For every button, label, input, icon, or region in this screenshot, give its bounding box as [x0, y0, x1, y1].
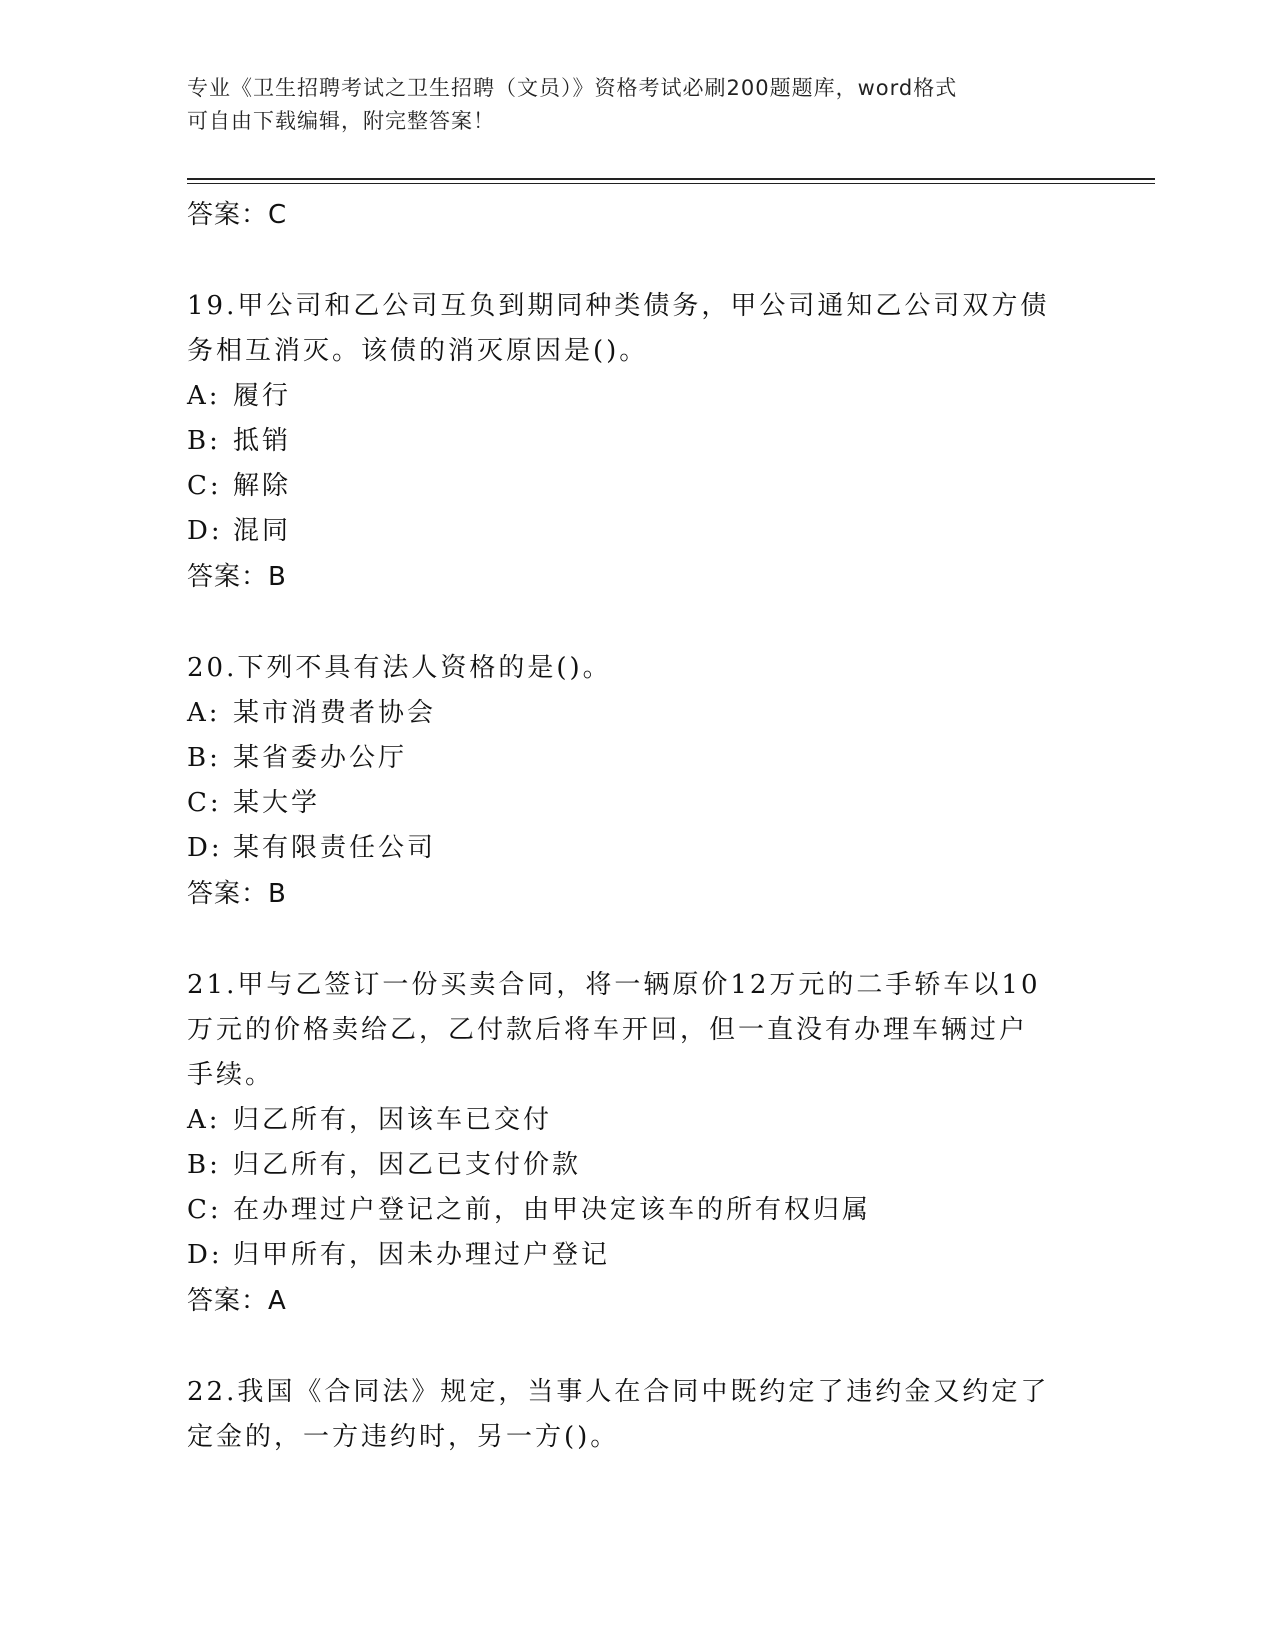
option-b	[187, 419, 1087, 464]
option-key: B:	[187, 743, 221, 773]
option-text: 抵销	[233, 426, 292, 456]
answer-line: 答案：B	[187, 562, 287, 592]
document-body	[187, 186, 1087, 1460]
header-line-1: 专业《卫生招聘考试之卫生招聘（文员）》资格考试必刷200题题库，word格式	[187, 76, 958, 100]
option-text: 在办理过户登记之前，由甲决定该车的所有权归属	[233, 1195, 872, 1225]
option-d	[187, 826, 1087, 871]
option-key: D:	[187, 1240, 223, 1270]
option-key: B:	[187, 1150, 221, 1180]
option-text: 解除	[233, 471, 292, 501]
option-text: 某大学	[233, 788, 321, 818]
answer-line: 答案：A	[187, 1286, 287, 1316]
option-b	[187, 736, 1087, 781]
option-d	[187, 1233, 1087, 1278]
option-text: 归乙所有，因乙已支付价款	[233, 1150, 582, 1180]
option-key: D:	[187, 516, 223, 546]
option-c	[187, 781, 1087, 826]
question-stem: 22.我国《合同法》规定，当事人在合同中既约定了违约金又约定了定金的，一方违约时，另一方()。	[187, 1377, 1050, 1452]
question-stem: 21.甲与乙签订一份买卖合同，将一辆原价12万元的二手轿车以10万元的价格卖给乙，乙付款后将车开回，但一直没有办理车辆过户手续。	[187, 970, 1041, 1090]
option-text: 归甲所有，因未办理过户登记	[233, 1240, 611, 1270]
option-key: C:	[187, 788, 222, 818]
option-key: A:	[187, 1105, 221, 1135]
option-a	[187, 1098, 1087, 1143]
question-21	[187, 963, 1087, 1324]
question-19	[187, 284, 1087, 600]
option-key: A:	[187, 698, 221, 728]
previous-answer: 答案：C	[187, 200, 288, 230]
option-d	[187, 509, 1087, 554]
option-text: 混同	[233, 516, 292, 546]
option-a	[187, 691, 1087, 736]
option-a	[187, 374, 1087, 419]
option-key: B:	[187, 426, 221, 456]
answer-line: 答案：B	[187, 879, 287, 909]
option-text: 某省委办公厅	[233, 743, 408, 773]
option-key: C:	[187, 471, 222, 501]
option-text: 某有限责任公司	[233, 833, 437, 863]
question-22	[187, 1370, 1087, 1460]
option-text: 归乙所有，因该车已交付	[233, 1105, 553, 1135]
question-stem: 20.下列不具有法人资格的是()。	[187, 653, 612, 683]
question-20	[187, 646, 1087, 917]
header-line-2: 可自由下载编辑，附完整答案！	[187, 109, 495, 133]
option-key: D:	[187, 833, 223, 863]
option-c	[187, 464, 1087, 509]
page-header	[187, 72, 1067, 138]
option-text: 某市消费者协会	[233, 698, 437, 728]
option-key: C:	[187, 1195, 222, 1225]
option-c	[187, 1188, 1087, 1233]
question-stem: 19.甲公司和乙公司互负到期同种类债务，甲公司通知乙公司双方债务相互消灭。该债的消灭原因是()。	[187, 291, 1050, 366]
option-key: A:	[187, 381, 221, 411]
option-text: 履行	[233, 381, 292, 411]
option-b	[187, 1143, 1087, 1188]
header-divider	[187, 178, 1155, 184]
